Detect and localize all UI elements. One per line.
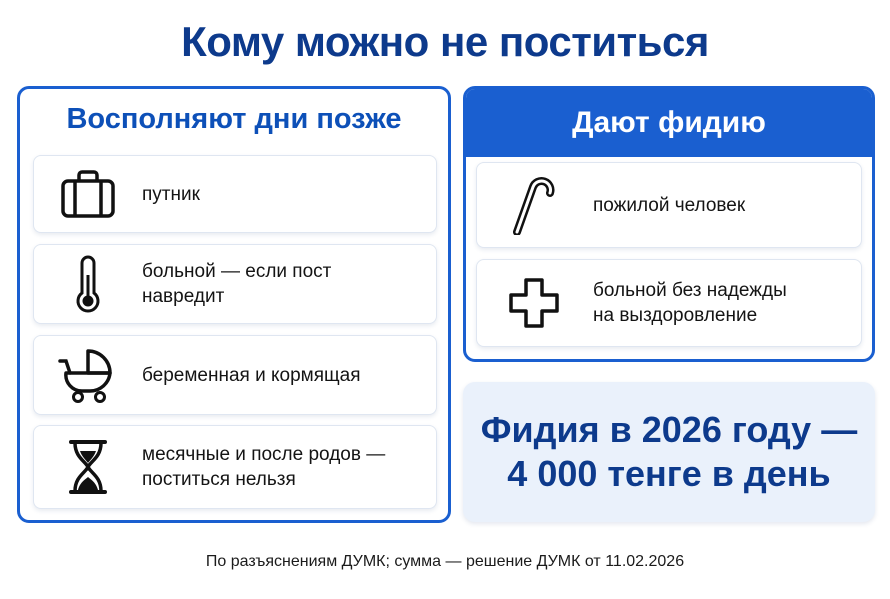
fidya-panel-heading: Дают фидию (572, 106, 766, 139)
item-label: путник (142, 183, 200, 205)
fidya-amount-text: Фидия в 2026 году — 4 000 тенге в день (480, 409, 858, 494)
fidya-panel-header (466, 89, 872, 157)
list-item-traveler (33, 155, 437, 233)
baby-stroller-icon (52, 336, 124, 414)
fidya-panel (463, 86, 875, 362)
list-item-sick (33, 244, 437, 324)
list-item-incurable (476, 259, 862, 347)
item-label: больной — если пост навредит (142, 261, 332, 307)
hourglass-icon (52, 426, 124, 508)
suitcase-icon (52, 156, 124, 232)
item-label: больной без надежды на выздоровление (593, 280, 787, 326)
thermometer-icon (52, 245, 124, 323)
item-label: пожилой человек (593, 194, 746, 216)
fidya-amount-box (463, 382, 875, 522)
makeup-days-heading: Восполняют дни позже (66, 103, 402, 135)
cane-icon (499, 175, 569, 235)
item-label: месячные и после родов — поститься нельзя (142, 444, 386, 490)
makeup-days-panel (17, 86, 451, 523)
item-label: беременная и кормящая (142, 364, 361, 386)
list-item-elderly (476, 162, 862, 248)
list-item-pregnant (33, 335, 437, 415)
medical-cross-icon (499, 277, 569, 329)
list-item-menstruation (33, 425, 437, 509)
page-title: Кому можно не поститься (181, 18, 709, 65)
source-footnote: По разъяснениям ДУМК; сумма — решение ДУМК от 11.02.2026 (205, 553, 685, 570)
